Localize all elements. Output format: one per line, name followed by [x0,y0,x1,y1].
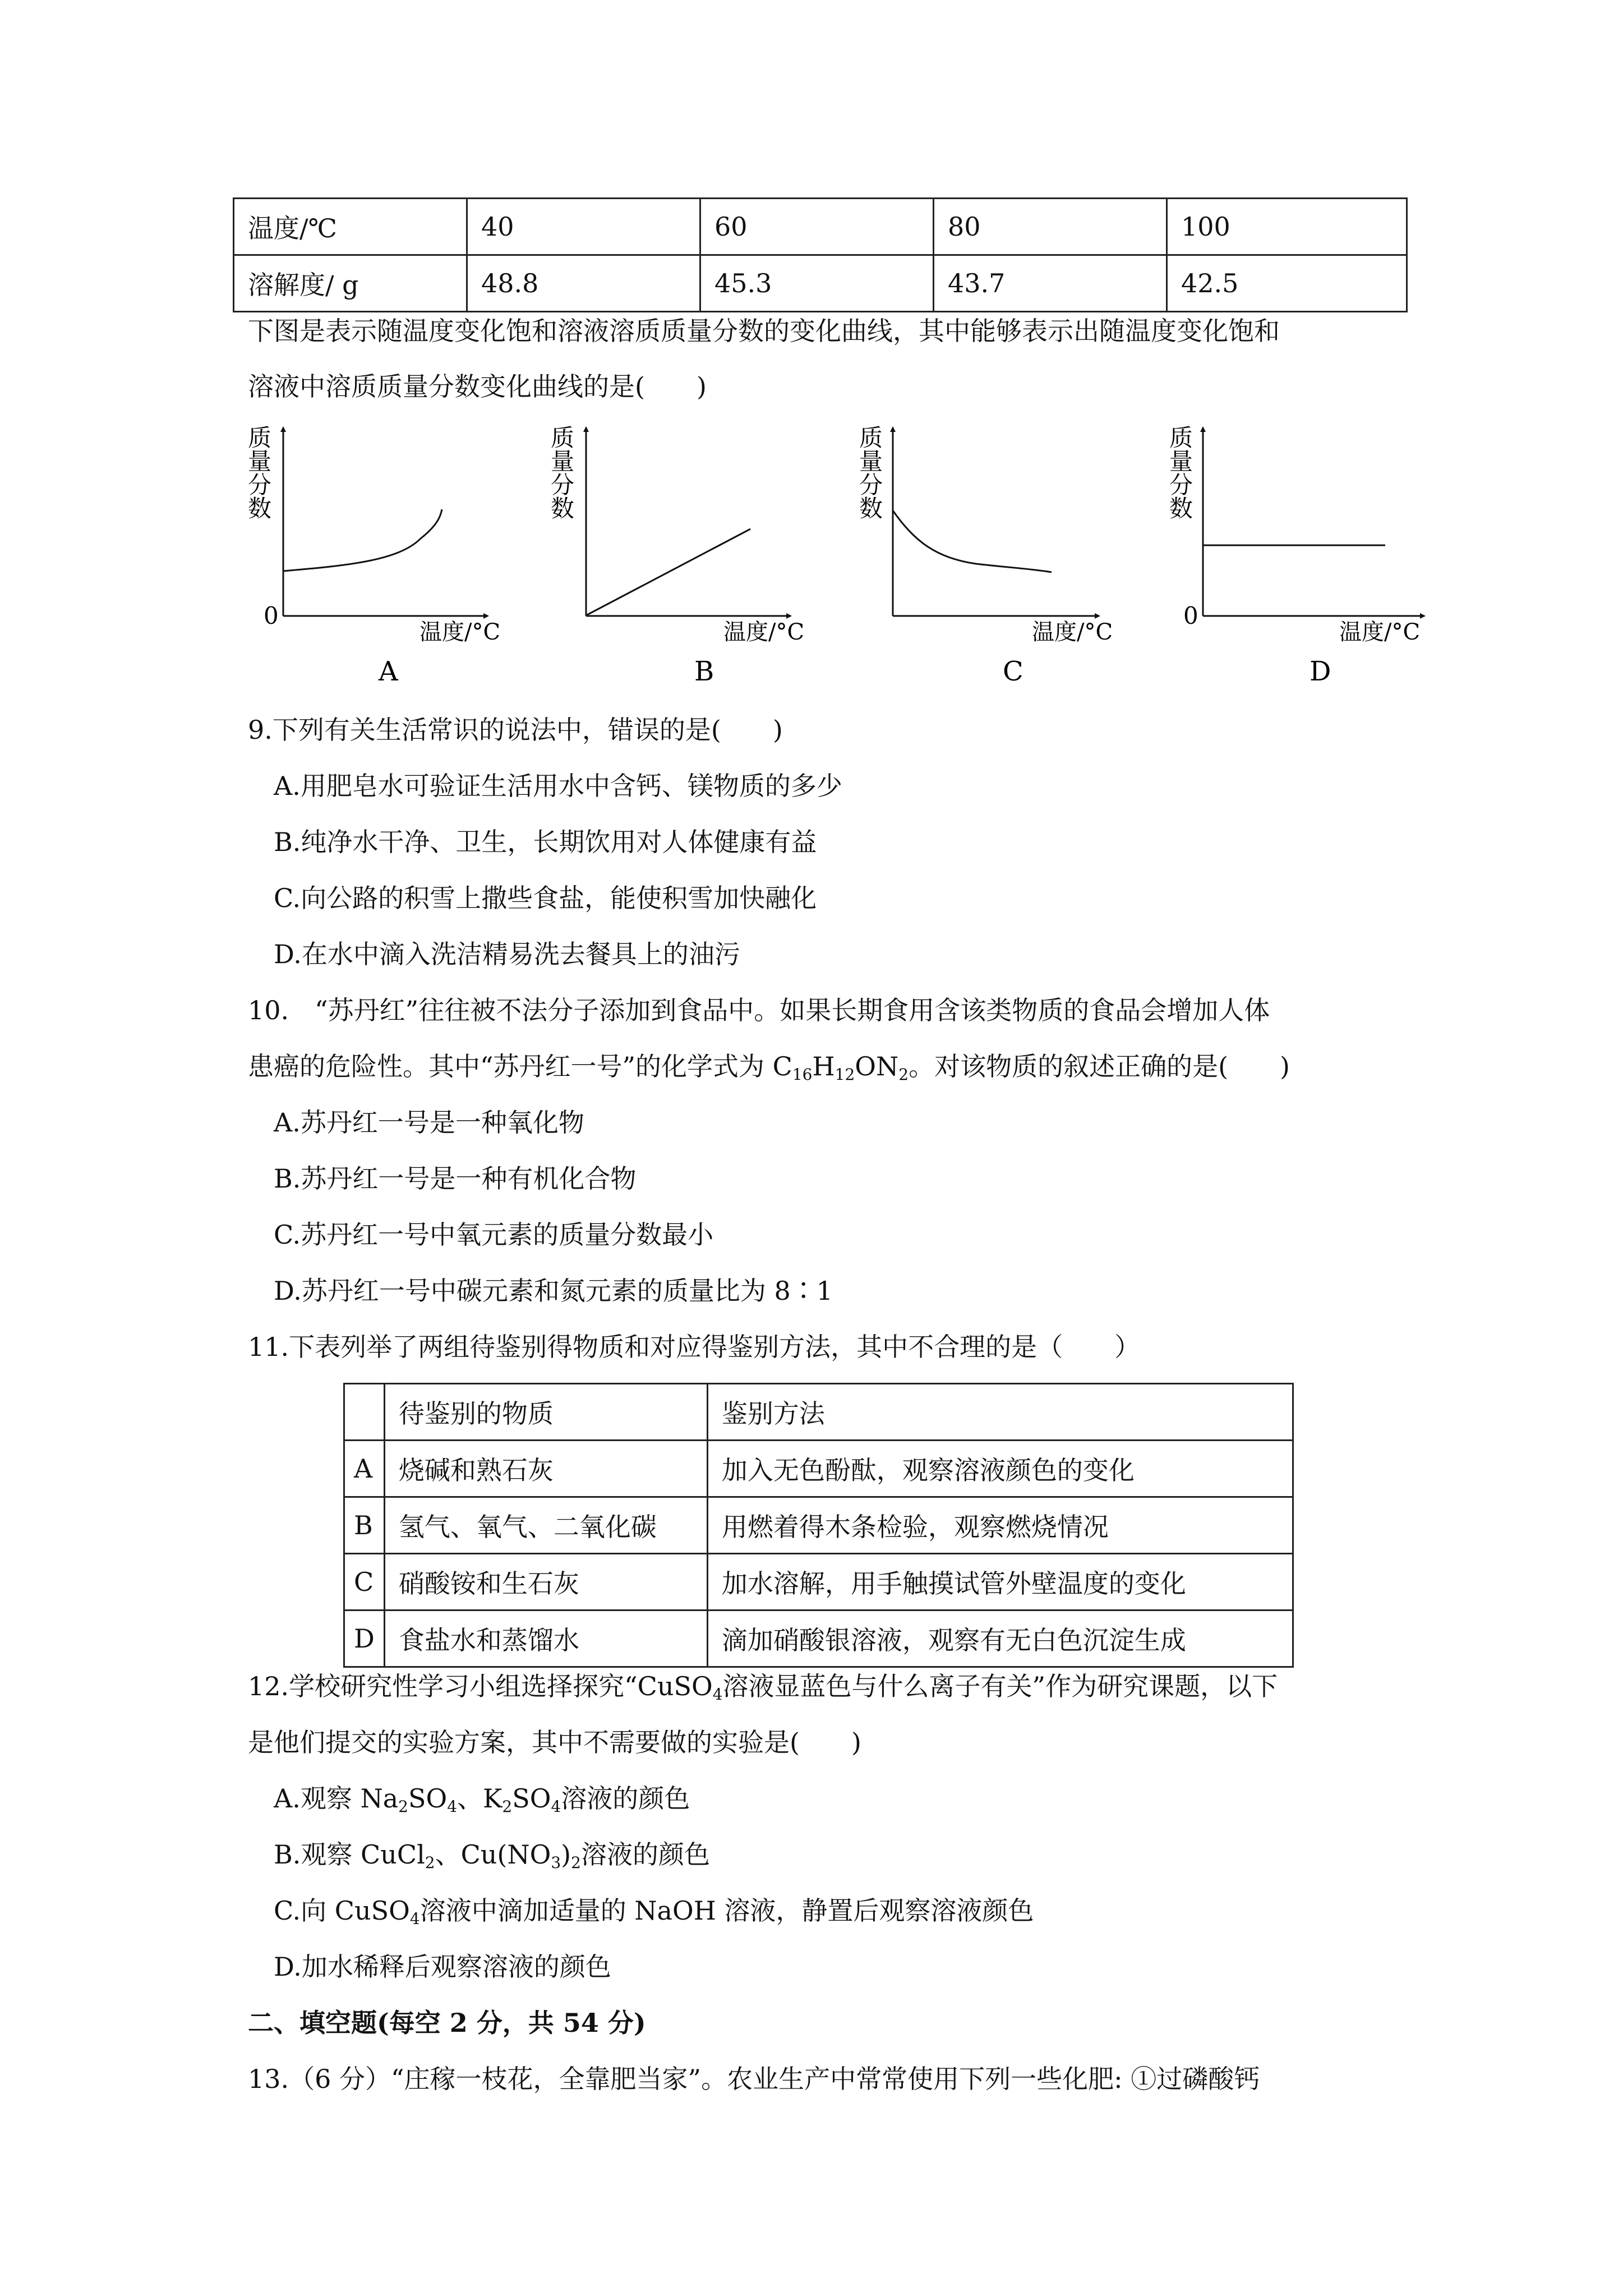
q9-option-c: C.向公路的积雪上撒些食盐，能使积雪加快融化 [274,883,817,913]
q12-a-text-1: A.观察 Na [274,1783,399,1814]
table-cell: 48.8 [467,255,700,312]
q12-a-text-5: 溶液的颜色 [561,1783,690,1814]
q12-b-sub-3: 2 [571,1853,581,1872]
q12-b-sub-1: 2 [425,1853,435,1872]
graph-d-ylabel-1: 质 [1169,424,1193,452]
graph-b [551,424,804,687]
table-cell: 100 [1167,199,1407,255]
q12-c-text-2: 溶液中滴加适量的 NaOH 溶液，静置后观察溶液颜色 [419,1895,1034,1926]
q10-line2-d: 。对该物质的叙述正确的是( ) [909,1051,1290,1082]
graph-b-ylabel-2: 量 [551,448,575,475]
table-row [344,1497,1293,1554]
q12-b-text-4: 溶液的颜色 [580,1839,710,1870]
q12-line1 [248,1673,1278,1703]
graph-b-xlabel: 温度/°C [723,619,805,645]
q12-b-text-2: 、Cu(NO [435,1839,551,1870]
graph-c-curve [893,510,1052,572]
q9-option-b: B.纯净水干净、卫生，长期饮用对人体健康有益 [274,827,817,857]
q12-line1-a: 12.学校研究性学习小组选择探究“CuSO [248,1671,713,1701]
q10-sub-16: 16 [792,1065,813,1084]
q12-a-sub-4: 4 [551,1797,561,1816]
graph-b-curve [587,529,750,615]
q12-b-text-1: B.观察 CuCl [274,1839,425,1870]
table-row [344,1384,1293,1441]
q12-b-text-3: ) [561,1839,571,1870]
q10-option-a: A.苏丹红一号是一种氧化物 [274,1107,584,1138]
graph-d-ylabel-2: 量 [1169,448,1193,475]
graph-b-ylabel-1: 质 [551,424,575,452]
q13-line1: 13.（6 分）“庄稼一枝花，全靠肥当家”。农业生产中常常使用下列一些化肥: ①过磷酸钙 [248,2064,1260,2094]
table-row [344,1611,1293,1667]
q12-a-text-3: 、K [457,1783,502,1814]
q12-a-sub-3: 2 [502,1797,513,1816]
q10-line2-a: 患癌的危险性。其中“苏丹红一号”的化学式为 C [248,1051,792,1082]
q8-line1: 下图是表示随温度变化饱和溶液溶质质量分数的变化曲线，其中能够表示出随温度变化饱和 [248,316,1280,346]
graph-d-ylabel-4: 数 [1169,495,1193,522]
graph-a-origin: 0 [264,602,279,629]
graph-b-ylabel-4: 数 [551,495,575,522]
q11-stem: 11.下表列举了两组待鉴别得物质和对应得鉴别方法，其中不合理的是（ ） [248,1332,1141,1362]
table-cell: 鉴别方法 [707,1384,1293,1441]
table-cell: 60 [700,199,934,255]
q12-sub-4: 4 [712,1685,723,1704]
table-cell: 用燃着得木条检验，观察燃烧情况 [707,1497,1293,1554]
table-cell: 40 [467,199,700,255]
table-cell: 滴加硝酸银溶液，观察有无白色沉淀生成 [707,1611,1293,1667]
table-cell: A [344,1441,385,1497]
table-row [234,199,1407,255]
table-row [344,1441,1293,1497]
q12-a-sub-1: 2 [398,1797,408,1816]
graph-c-ylabel-1: 质 [859,424,883,452]
table-cell: 加水溶解，用手触摸试管外壁温度的变化 [707,1554,1293,1611]
q12-c-text-1: C.向 CuSO [274,1895,410,1926]
graph-d [1169,424,1424,687]
q12-option-c [274,1895,1034,1928]
q12-c-sub-1: 4 [409,1910,420,1928]
q12-line2: 是他们提交的实验方案，其中不需要做的实验是( ) [248,1727,861,1757]
graph-a-xlabel: 温度/°C [419,619,501,645]
q12-option-d: D.加水稀释后观察溶液的颜色 [274,1952,611,1982]
solubility-table [233,197,1408,312]
q12-a-sub-2: 4 [447,1797,458,1816]
section-2-heading: 二、填空题(每空 2 分，共 54 分) [248,2008,646,2038]
table-cell: 80 [934,199,1167,255]
table-cell: 温度/℃ [234,199,467,255]
graph-a-curve [283,509,442,571]
table-cell: 溶解度/ g [234,255,467,312]
graphs-figure [236,415,1441,696]
q10-sub-2: 2 [898,1065,909,1084]
table-cell: 烧碱和熟石灰 [384,1441,707,1497]
q12-line1-b: 溶液显蓝色与什么离子有关”作为研究课题，以下 [722,1671,1278,1701]
q11-table [343,1383,1294,1668]
table-row [344,1554,1293,1611]
table-cell: B [344,1497,385,1554]
graph-c-ylabel-3: 分 [859,471,883,499]
q12-a-text-2: SO [408,1783,448,1814]
graph-a [248,424,500,687]
table-cell: 食盐水和蒸馏水 [384,1611,707,1667]
table-cell: 43.7 [934,255,1167,312]
q12-option-b [274,1839,710,1872]
table-cell: 42.5 [1167,255,1407,312]
graph-a-ylabel-2: 量 [248,448,272,475]
q9-option-a: A.用肥皂水可验证生活用水中含钙、镁物质的多少 [274,771,842,801]
graph-c-ylabel-2: 量 [859,448,883,475]
graph-d-origin: 0 [1183,602,1198,629]
q12-a-text-4: SO [512,1783,551,1814]
table-row [234,255,1407,312]
q10-option-d: D.苏丹红一号中碳元素和氮元素的质量比为 8∶1 [274,1276,833,1306]
table-cell: C [344,1554,385,1611]
graph-a-ylabel-1: 质 [248,424,272,452]
q10-option-b: B.苏丹红一号是一种有机化合物 [274,1163,637,1194]
q12-option-a [274,1783,690,1816]
graph-c [859,424,1113,687]
q10-line2-c: ON [855,1051,899,1082]
table-cell [344,1384,385,1441]
table-cell: 45.3 [700,255,934,312]
graph-a-ylabel-4: 数 [248,495,272,522]
graph-c-xlabel: 温度/°C [1032,619,1113,645]
q10-line2-b: H [812,1051,835,1082]
q10-sub-12: 12 [834,1065,855,1084]
graph-d-ylabel-3: 分 [1169,471,1193,499]
q12-b-sub-2: 3 [551,1853,561,1872]
q10-option-c: C.苏丹红一号中氧元素的质量分数最小 [274,1220,714,1250]
graph-a-ylabel-3: 分 [248,471,272,499]
graph-a-letter: A [379,656,398,687]
table-cell: 氢气、氧气、二氧化碳 [384,1497,707,1554]
table-cell: D [344,1611,385,1667]
table-cell: 加入无色酚酞，观察溶液颜色的变化 [707,1441,1293,1497]
table-cell: 硝酸铵和生石灰 [384,1554,707,1611]
table-cell: 待鉴别的物质 [384,1384,707,1441]
graph-c-letter: C [1003,656,1023,687]
q10-line2 [248,1053,1290,1083]
graph-b-ylabel-3: 分 [551,471,575,499]
graph-d-xlabel: 温度/°C [1339,619,1421,645]
graph-c-ylabel-4: 数 [859,495,883,522]
q10-line1: 10. “苏丹红”往往被不法分子添加到食品中。如果长期食用含该类物质的食品会增加人体 [248,995,1270,1025]
q8-line2: 溶液中溶质质量分数变化曲线的是( ) [248,371,707,402]
q9-stem: 9.下列有关生活常识的说法中，错误的是( ) [248,715,783,745]
q9-option-d: D.在水中滴入洗洁精易洗去餐具上的油污 [274,939,740,969]
graph-b-letter: B [694,656,714,687]
graph-d-letter: D [1310,656,1331,687]
